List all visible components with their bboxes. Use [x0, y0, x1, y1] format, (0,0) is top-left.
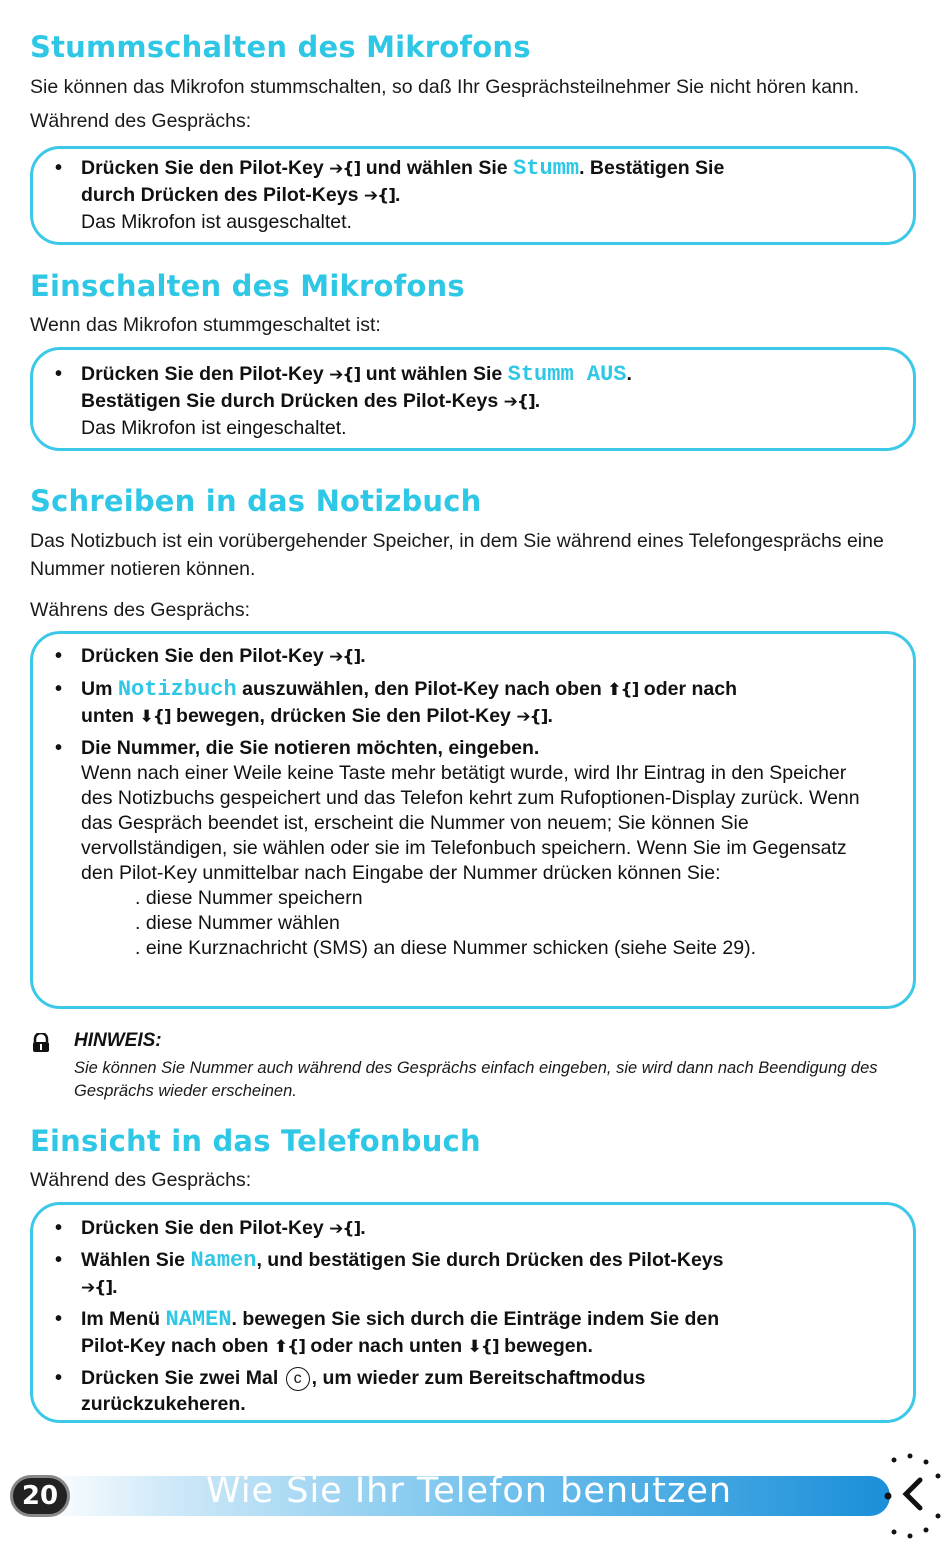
- menu-term: Notizbuch: [117, 677, 237, 702]
- page-number: 20: [10, 1475, 70, 1517]
- section-intro: Das Notizbuch ist ein vorübergehender Speicher, in dem Sie während eines Telefongesprächs eine Nummer notieren können.: [30, 530, 884, 580]
- sub-item: . diese Nummer speichern: [135, 887, 363, 909]
- list-item: [33, 676, 913, 730]
- section-heading-unmute: Einschalten des Mikrofons: [30, 269, 465, 303]
- list-item: [33, 736, 913, 961]
- pilot-key-right-icon: ➔{]: [503, 392, 535, 412]
- item-note: Das Mikrofon ist eingeschaltet.: [81, 417, 347, 439]
- instruction-box: [30, 347, 916, 451]
- note-text: Sie können Sie Nummer auch während des Gesprächs einfach eingeben, sie wird dann nach Beendigung des Gesprächs wieder erscheinen.: [74, 1059, 878, 1100]
- pilot-key-right-icon: ➔{]: [516, 707, 548, 727]
- item-text: .: [626, 363, 632, 385]
- item-note: Das Mikrofon ist ausgeschaltet.: [81, 211, 352, 233]
- item-text: Drücken Sie den Pilot-Key: [81, 157, 324, 179]
- item-text: oder nach unten: [310, 1335, 463, 1357]
- item-text: Bestätigen Sie durch Drücken des Pilot-Keys: [81, 390, 499, 412]
- sub-item: . diese Nummer wählen: [135, 912, 340, 934]
- note-title: HINWEIS:: [74, 1030, 162, 1051]
- section-heading-mute: Stummschalten des Mikrofons: [30, 30, 531, 64]
- item-text: Wählen Sie: [81, 1249, 186, 1271]
- item-text: Pilot-Key nach oben: [81, 1335, 269, 1357]
- item-text: Die Nummer, die Sie notieren möchten, eingeben.: [81, 737, 540, 759]
- list-item: [33, 1215, 913, 1242]
- section-intro: Während des Gesprächs:: [30, 1169, 252, 1191]
- menu-term: Namen: [190, 1248, 257, 1273]
- list-item: [33, 1247, 913, 1301]
- item-text: Um: [81, 678, 113, 700]
- item-text: bewegen.: [504, 1335, 593, 1357]
- list-item: [33, 643, 913, 670]
- instruction-box: [30, 631, 916, 1009]
- item-text: durch Drücken des Pilot-Keys: [81, 184, 359, 206]
- pilot-key-right-icon: ➔{]: [329, 647, 361, 667]
- footer-title: Wie Sie Ihr Telefon benutzen: [206, 1471, 733, 1511]
- item-text: auszuwählen, den Pilot-Key nach oben: [242, 678, 602, 700]
- item-text: .: [112, 1276, 118, 1298]
- item-text: . Bestätigen Sie: [579, 157, 725, 179]
- item-description: Wenn nach einer Weile keine Taste mehr betätigt wurde, wird Ihr Eintrag in den Speicher des Notizbuchs gespeichert und das Telefon kehrt zum Rufoptionen-Display zurück. Wenn das Gespräch beendet ist, erscheint die Nummer von neuem; Sie können Sie vervollständigen, sie wählen oder sie im Telefonbuch speichern. Wenn Sie im Gegensatz den Pilot-Key unmittelbar nach Eingabe der Nummer drücken können Sie:: [81, 762, 860, 884]
- section-intro-2: Während des Gesprächs:: [30, 110, 252, 132]
- instruction-box: [30, 146, 916, 245]
- section-intro-2: Währens des Gesprächs:: [30, 599, 251, 621]
- instruction-box: [30, 1202, 916, 1423]
- item-text: unt wählen Sie: [365, 363, 503, 385]
- item-text: .: [534, 390, 541, 412]
- list-item: [33, 361, 913, 441]
- list-item: [33, 1306, 913, 1360]
- note-icon: [31, 1033, 51, 1053]
- item-text: , und bestätigen Sie durch Drücken des Pilot-Keys: [256, 1249, 724, 1271]
- item-text: Drücken Sie zwei Mal: [81, 1367, 279, 1389]
- section-intro: Sie können das Mikrofon stummschalten, so daß Ihr Gesprächsteilnehmer Sie nicht hören kann.: [30, 76, 860, 98]
- list-item: [33, 155, 913, 235]
- pilot-key-down-icon: ⬇{]: [467, 1337, 499, 1357]
- pilot-key-right-icon: ➔{]: [329, 159, 361, 179]
- item-text: Drücken Sie den Pilot-Key: [81, 1217, 324, 1239]
- item-text: unten: [81, 705, 135, 727]
- item-text: .: [360, 1217, 366, 1239]
- menu-term: NAMEN: [165, 1307, 232, 1332]
- section-intro: Wenn das Mikrofon stummgeschaltet ist:: [30, 314, 381, 336]
- item-text: , um wieder zum Bereitschaftmodus: [311, 1367, 646, 1389]
- item-text: oder nach: [643, 678, 737, 700]
- section-heading-phonebook: Einsicht in das Telefonbuch: [30, 1124, 481, 1158]
- c-key-icon: c: [286, 1367, 310, 1391]
- pilot-key-right-icon: ➔{]: [81, 1278, 113, 1298]
- menu-term: Stumm AUS: [507, 362, 627, 387]
- item-text: bewegen, drücken Sie den Pilot-Key: [176, 705, 511, 727]
- pilot-key-right-icon: ➔{]: [329, 365, 361, 385]
- item-text: .: [394, 184, 401, 206]
- menu-term: Stumm: [513, 156, 580, 181]
- pilot-key-right-icon: ➔{]: [363, 186, 395, 206]
- brand-logo-icon: [880, 1450, 950, 1545]
- item-text: Drücken Sie den Pilot-Key: [81, 363, 324, 385]
- item-text: .: [547, 705, 553, 727]
- pilot-key-up-icon: ⬆{]: [273, 1337, 305, 1357]
- pilot-key-down-icon: ⬇{]: [139, 707, 171, 727]
- list-item: [33, 1365, 913, 1417]
- item-text: Im Menü: [81, 1308, 161, 1330]
- item-text: .: [360, 645, 366, 667]
- item-text: und wählen Sie: [365, 157, 508, 179]
- item-text: . bewegen Sie sich durch die Einträge indem Sie den: [231, 1308, 720, 1330]
- section-heading-notepad: Schreiben in das Notizbuch: [30, 484, 482, 518]
- item-text: Drücken Sie den Pilot-Key: [81, 645, 324, 667]
- sub-item: . eine Kurznachricht (SMS) an diese Nummer schicken (siehe Seite 29).: [135, 937, 757, 959]
- pilot-key-right-icon: ➔{]: [329, 1219, 361, 1239]
- pilot-key-up-icon: ⬆{]: [607, 680, 639, 700]
- item-text: zurückzukeheren.: [81, 1393, 246, 1415]
